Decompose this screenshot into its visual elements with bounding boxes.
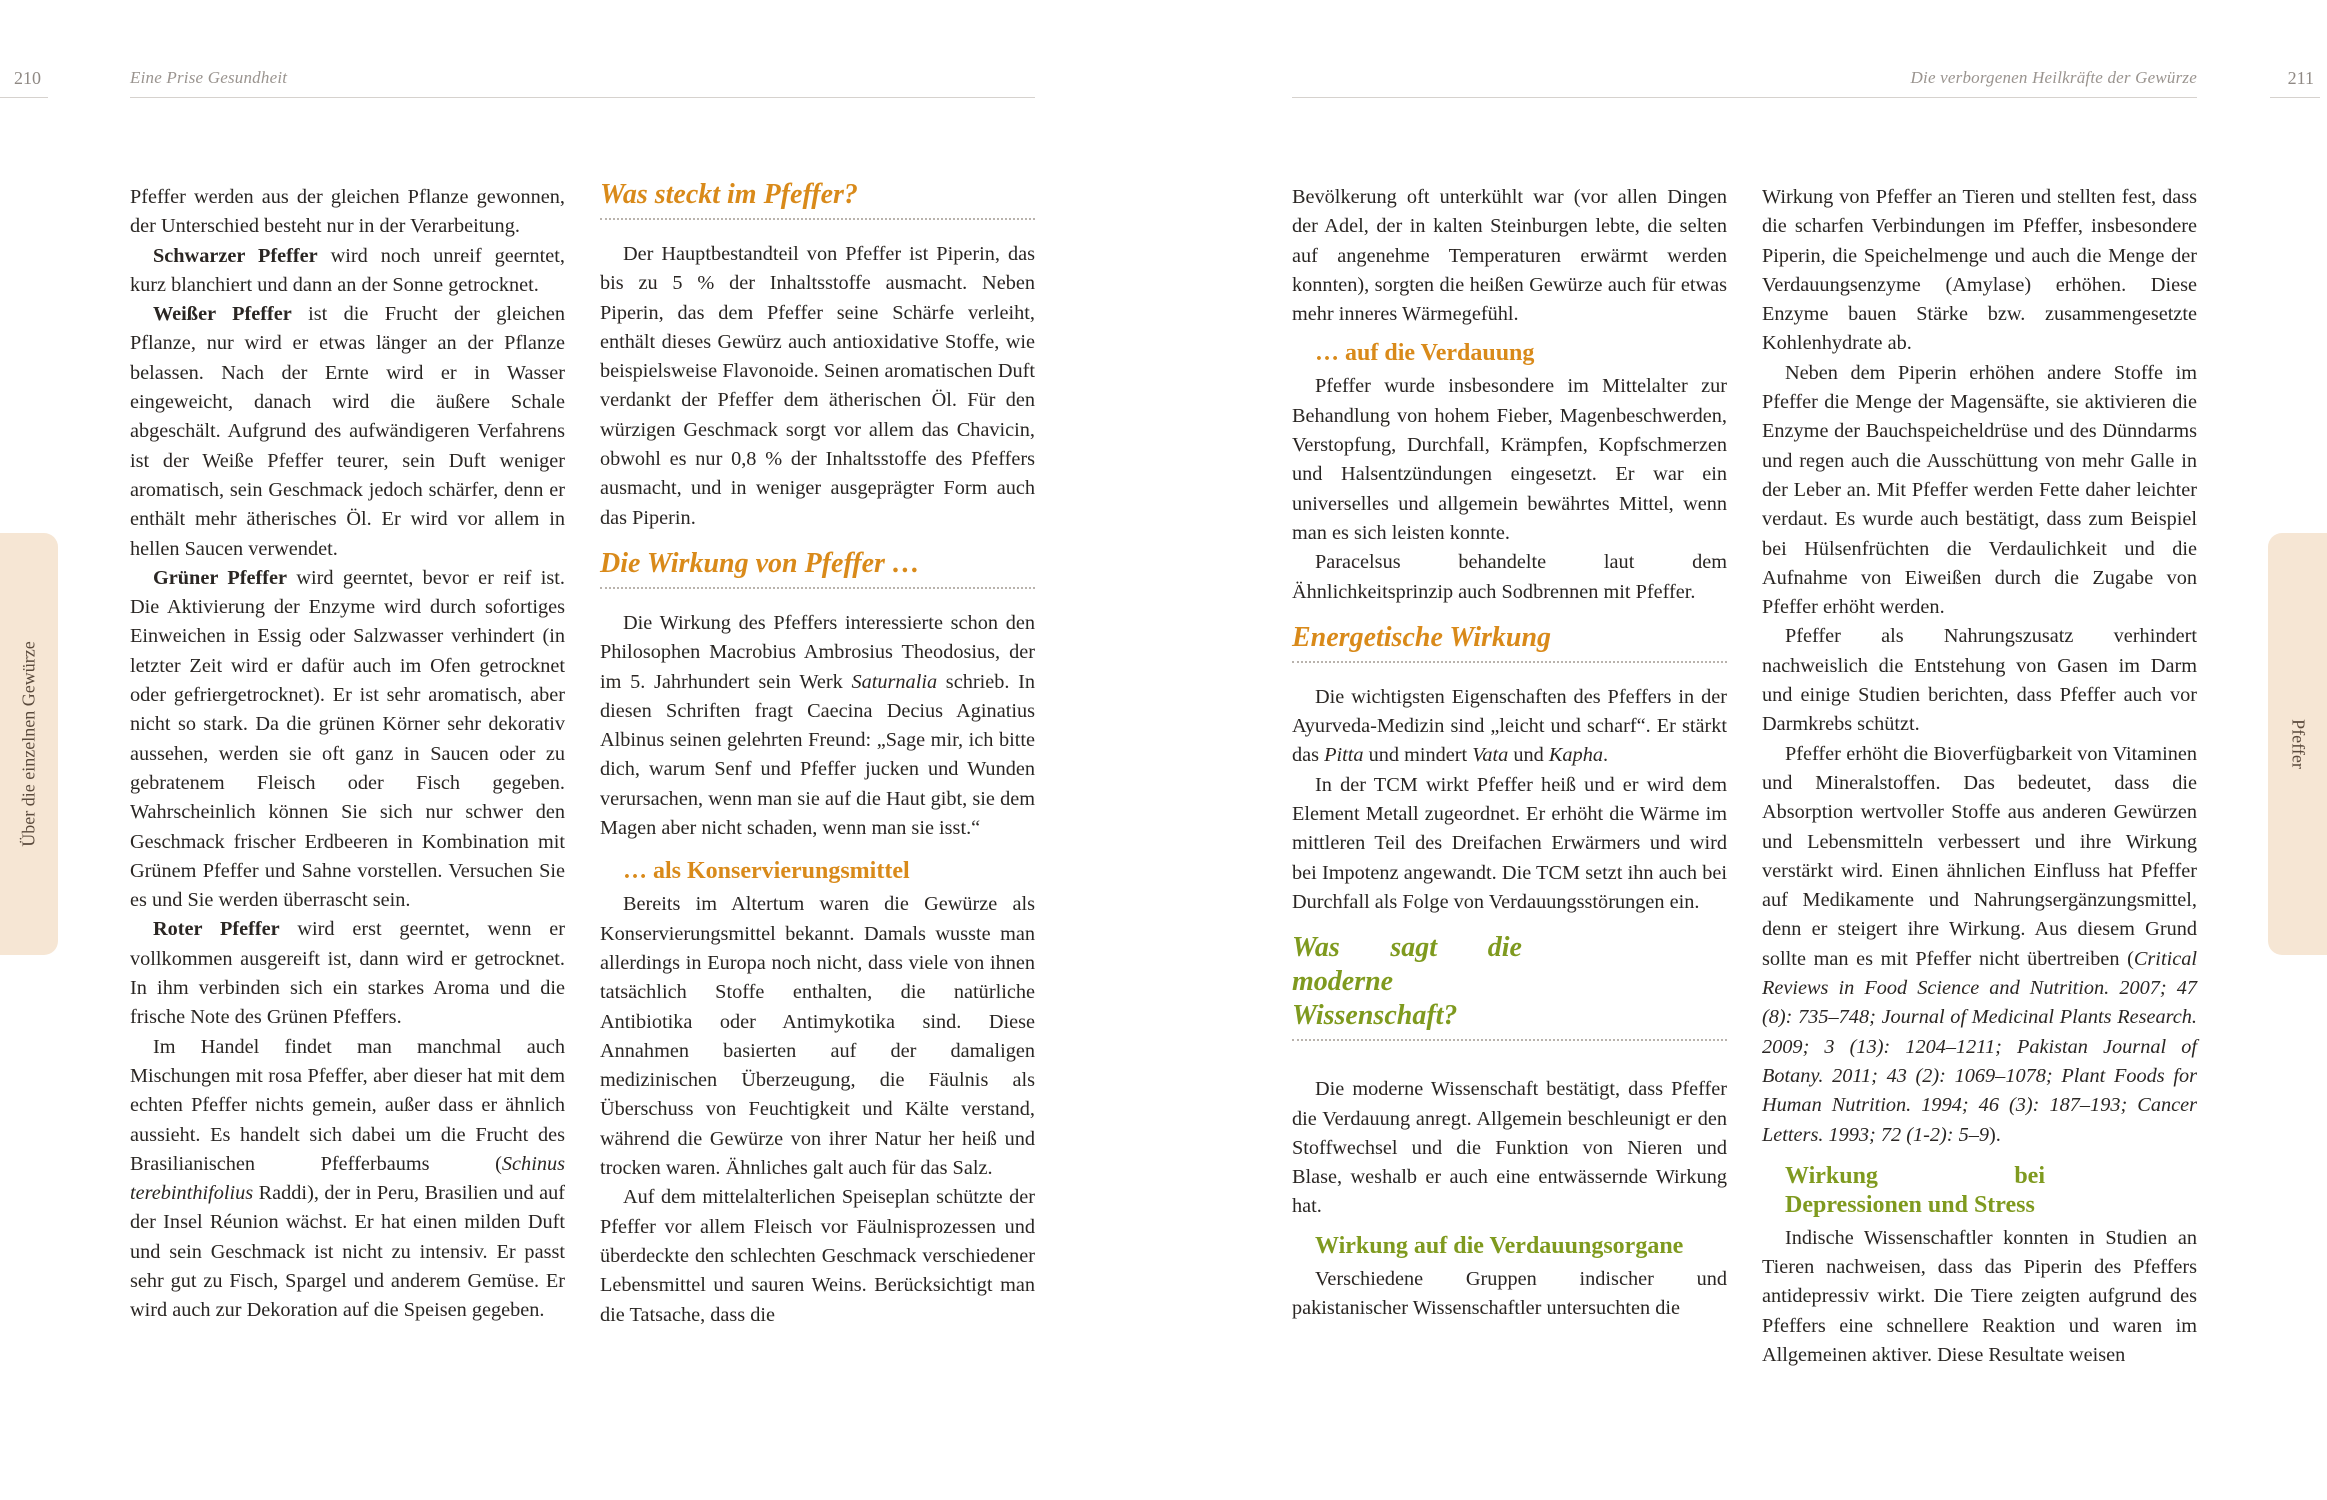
heading-energetische-wirkung: Energetische Wirkung (1292, 621, 1727, 663)
paragraph-text: schrieb. In diesen Schriften fragt Caecina Decius Aginatius Albinus seinen gelehrten Freund: „Sage mir, ich bitte dich, warum Senf und Pfeffer jucken und Wunden verursachen, wenn man sie auf die Haut gibt, sie dem Magen aber nicht schaden, wenn man sie isst.“ (600, 670, 1036, 840)
paragraph (130, 915, 565, 1032)
paragraph-text: ist die Frucht der gleichen Pflanze, nur wird er etwas länger an der Pflanze belassen. Nach der Ernte wird er in Wasser eingeweicht, danach wird die äußere Schale abgeschält. Aufgrund des aufwändigeren Verfahrens ist der Weiße Pfeffer teurer, sein Duft weniger aromatisch, sein Geschmack jedoch schärfer, denn er enthält mehr ätherisches Öl. Er wird vor allem in hellen Saucen verwendet. (130, 303, 565, 560)
page-number-right: 211 (2287, 68, 2314, 88)
paragraph (1762, 740, 2197, 1150)
heading-die-wirkung-von-pfeffer: Die Wirkung von Pfeffer … (600, 547, 1035, 589)
paragraph-text: Die wichtigsten Eigenschaften des Pfeffers in der Ayurveda-Medizin sind „leicht und scharf“. Er stärkt das (1292, 685, 1727, 767)
paragraph: Die moderne Wissenschaft bestätigt, dass Pfeffer die Verdauung anregt. Allgemein beschleunigt er den Stoffwechsel und die Funktion von Nieren und Blase, weshalb er auch eine entwässernde Wirkung hat. (1292, 1078, 1727, 1218)
header-rule-right (1292, 97, 2197, 98)
botanical-name: Schinus terebinthifolius (130, 1152, 565, 1205)
paragraph: Verschiedene Gruppen indischer und pakistanischer Wissenschaftler untersuchten die (1292, 1267, 1727, 1320)
paragraph-text: und mindert (1363, 744, 1473, 767)
page-number-left: 210 (14, 68, 41, 88)
running-head-left: Eine Prise Gesundheit (130, 68, 288, 87)
paragraph-text: Die Wirkung des Pfeffers interessierte schon den Philosophen Macrobius Ambrosius Theodosius, der im 5. Jahrhundert sein Werk (600, 611, 1035, 693)
paragraph-text: und (1508, 744, 1549, 767)
dosha-term: Pitta (1324, 744, 1364, 767)
paragraph-text: . (1602, 744, 1609, 767)
paragraph-text: wird erst geerntet, wenn er vollkommen ausgereift ist, dann wird er getrocknet. In ihm verbinden sich ein starkes Aroma und die frische Note des Grünen Pfeffers. (130, 918, 565, 1029)
left-page-column-2 (600, 178, 1035, 1330)
header-rule-right-short (2270, 97, 2320, 98)
term-weisser-pfeffer: Weißer Pfeffer (153, 303, 292, 326)
paragraph: Paracelsus behandelte laut dem Ähnlichkeitsprinzip auch Sodbrennen mit Pfeffer. (1292, 551, 1727, 603)
right-page-column-2 (1762, 183, 2197, 1370)
paragraph (130, 564, 565, 916)
term-roter-pfeffer: Roter Pfeffer (153, 918, 280, 941)
paragraph (130, 242, 565, 301)
paragraph-text: Pfeffer erhöht die Bioverfügbarkeit von Vitaminen und Mineralstoffen. Das bedeutet, dass die Absorption wertvoller Stoffe aus anderen Gewürzen und Lebensmitteln verbessert und ihre Wirkung verstärkt wird. Einen ähnlichen Einfluss hat Pfeffer auf Medikamente und Nahrungsergänzungsmittel, denn er steigert ihre Wirkung. Aus diesem Grund sollte man es mit Pfeffer nicht übertreiben ( (1762, 742, 2197, 970)
paragraph: Wirkung von Pfeffer an Tieren und stellten fest, dass die scharfen Verbindungen im Pfeffer, insbesondere Piperin, die Speichelmenge und auch die Menge der Verdauungsenzyme (Amylase) erhöhen. Diese Enzyme bauen Stärke bzw. zusammengesetzte Kohlenhydrate ab. (1762, 186, 2197, 355)
chapter-tab-left (0, 533, 58, 955)
paragraph-text: ). (1989, 1123, 2001, 1146)
heading-als-konservierungsmittel: … als Konservierungsmittel (623, 858, 910, 885)
heading-was-steckt-im-pfeffer: Was steckt im Pfeffer? (600, 178, 1035, 220)
heading-auf-die-verdauung: … auf die Verdauung (1315, 340, 1535, 367)
citations: Critical Reviews in Food Science and Nutrition. 2007; 47 (8): 735–748; Journal of Medicinal Plants Research. 2009; 3 (13): 1204–1211; Pakistan Journal of Botany. 2011; 43 (2): 1069–1078; Plant Foods for Human Nutrition. 1994; 46 (3): 187–193; Cancer Letters. 1993; 72 (1-2): 5–9 (1762, 947, 2197, 1146)
paragraph: Der Hauptbestandteil von Pfeffer ist Piperin, das bis zu 5 % der Inhaltsstoffe ausmacht. Neben Piperin, das dem Pfeffer seine Schärfe verleiht, enthält dieses Gewürz auch antioxidative Stoffe, wie beispielsweise Flavonoide. Seinen aromatischen Duft verdankt der Pfeffer dem ätherischen Öl. Für den würzigen Geschmack sorgt vor allem das Chavicin, obwohl es nur 0,8 % der Inhaltsstoffe des Pfeffers ausmacht, und in weniger ausgeprägter Form auch das Piperin. (600, 243, 1035, 529)
left-page-column-1 (130, 183, 565, 1326)
term-schwarzer-pfeffer: Schwarzer Pfeffer (153, 244, 318, 267)
paragraph: Indische Wissenschaftler konnten in Studien an Tieren nachweisen, dass das Piperin des Pfeffers antidepressiv wirkt. Die Tiere zeigten aufgrund des Pfeffers eine schnellere Reaktion und waren im Allgemeinen aktiver. Diese Resultate weisen (1762, 1226, 2197, 1366)
paragraph: Pfeffer als Nahrungszusatz verhindert nachweislich die Entstehung von Gasen im Darm und einige Studien berichten, dass Pfeffer auch vor Darmkrebs schützt. (1762, 625, 2197, 736)
paragraph-text: Im Handel findet man manchmal auch Mischungen mit rosa Pfeffer, aber dieser hat mit dem echten Pfeffer nichts gemein, außer dass er ähnlich aussieht. Es handelt sich dabei um die Frucht des Brasilianischen Pfefferbaums ( (130, 1035, 565, 1175)
heading-wirkung-auf-die-verdauungsorgane: Wirkung auf die Verdauungsorgane (1315, 1232, 1684, 1259)
paragraph: Neben dem Piperin erhöhen andere Stoffe im Pfeffer die Menge der Magensäfte, sie aktivieren die Enzyme der Bauchspeicheldrüse und des Dünndarms und regen auch die Ausschüttung von mehr Galle in der Leber an. Mit Pfeffer werden Fette daher leichter verdaut. Es wurde auch bestätigt, dass zum Beispiel bei Hülsenfrüchten die Verdaulichkeit und die Aufnahme von Eiweißen durch die Zugabe von Pfeffer erhöht werden. (1762, 361, 2197, 619)
paragraph: In der TCM wirkt Pfeffer heiß und er wird dem Element Metall zugeordnet. Er erhöht die Wärme im mittleren Teil des Dreifachen Erwärmers und wird bei Impotenz angewandt. Die TCM setzt ihn auch bei Durchfall als Folge von Verdauungsstörungen ein. (1292, 773, 1727, 913)
paragraph (1292, 683, 1727, 771)
right-page-column-1 (1292, 183, 1727, 1323)
running-head-right: Die verborgenen Heilkräfte der Gewürze (1910, 68, 2197, 87)
paragraph-text: Raddi), der in Peru, Brasilien und auf der Insel Réunion wächst. Er hat einen milden Duft und sein Geschmack ist nicht zu intensiv. Er passt sehr gut zu Fisch, Spargel und anderem Gemüse. Er wird auch zur Dekoration auf die Speisen gegeben. (130, 1182, 565, 1322)
paragraph: Bereits im Altertum waren die Gewürze als Konservierungsmittel bekannt. Damals wusste man allerdings in Europa noch nicht, dass viele von ihnen tatsächlich Stoffe enthalten, die natürliche Antibiotika oder Antimykotika sind. Diese Annahmen basierten auf der damaligen medizinischen Überzeugung, die Fäulnis als Überschuss von Feuchtigkeit und Kälte verstand, während die Gewürze von ihrer Natur her heiß und trocken waren. Ähnliches galt auch für das Salz. (600, 893, 1035, 1180)
paragraph: Bevölkerung oft unterkühlt war (vor allen Dingen der Adel, der in kalten Steinburgen lebte, die selten auf angenehme Temperaturen erwärmt werden konnten), sorgten die heißen Gewürze auch für etwas mehr inneres Wärmegefühl. (1292, 186, 1727, 326)
paragraph (130, 300, 565, 564)
work-title: Saturnalia (851, 670, 938, 693)
chapter-tab-right-label: Pfeffer (2288, 719, 2308, 769)
chapter-tab-right (2268, 533, 2327, 955)
heading-was-sagt-die-moderne-wissenschaft: Was sagt die moderne Wissenschaft? (1292, 932, 1522, 1032)
term-gruener-pfeffer: Grüner Pfeffer (153, 566, 287, 589)
paragraph: Pfeffer werden aus der gleichen Pflanze gewonnen, der Unterschied besteht nur in der Verarbeitung. (130, 186, 565, 238)
paragraph-text: wird noch unreif geerntet, kurz blanchiert und dann an der Sonne getrocknet. (130, 244, 566, 296)
header-rule-left (130, 97, 1035, 98)
heading-rule (1292, 1039, 1727, 1041)
paragraph-text: wird geerntet, bevor er reif ist. Die Aktivierung der Enzyme wird durch sofortiges Einweichen in Essig oder Salzwasser verhindert (in letzter Zeit wird er dafür auch im Ofen getrocknet oder gefriergetrocknet). Er ist sehr aromatisch, aber nicht so stark. Da die grünen Körner sehr dekorativ aussehen, werden sie oft ganz in Saucen oder zu gebratenem Fleisch oder Fisch gegeben. Wahrscheinlich können Sie sich nur schwer den Geschmack frischer Erdbeeren in Kombination mit Grünem Pfeffer und Sahne vorstellen. Versuchen Sie es und Sie werden überrascht sein. (130, 566, 566, 912)
paragraph (600, 609, 1035, 843)
paragraph: Pfeffer wurde insbesondere im Mittelalter zur Behandlung von hohem Fieber, Magenbeschwerden, Verstopfung, Durchfall, Krämpfen, Kopfschmerzen und Halsentzündungen eingesetzt. Er war ein universelles und allgemein bewährtes Mittel, wenn man es sich leisten konnte. (1292, 375, 1727, 544)
paragraph: Auf dem mittelalterlichen Speiseplan schützte der Pfeffer vor allem Fleisch vor Fäulnisprozessen und überdeckte den schlechten Geschmack verschiedener Lebensmittel und sauren Weins. Berücksichtigt man die Tatsache, dass die (600, 1186, 1035, 1326)
dosha-term: Kapha (1548, 744, 1603, 767)
dosha-term: Vata (1472, 744, 1509, 767)
paragraph (130, 1033, 565, 1326)
header-rule-left-short (0, 97, 48, 98)
chapter-tab-left-label: Über die einzelnen Gewürze (18, 641, 39, 847)
heading-wirkung-bei-depressionen-und-stress: Wirkung bei Depressionen und Stress (1785, 1162, 2045, 1218)
